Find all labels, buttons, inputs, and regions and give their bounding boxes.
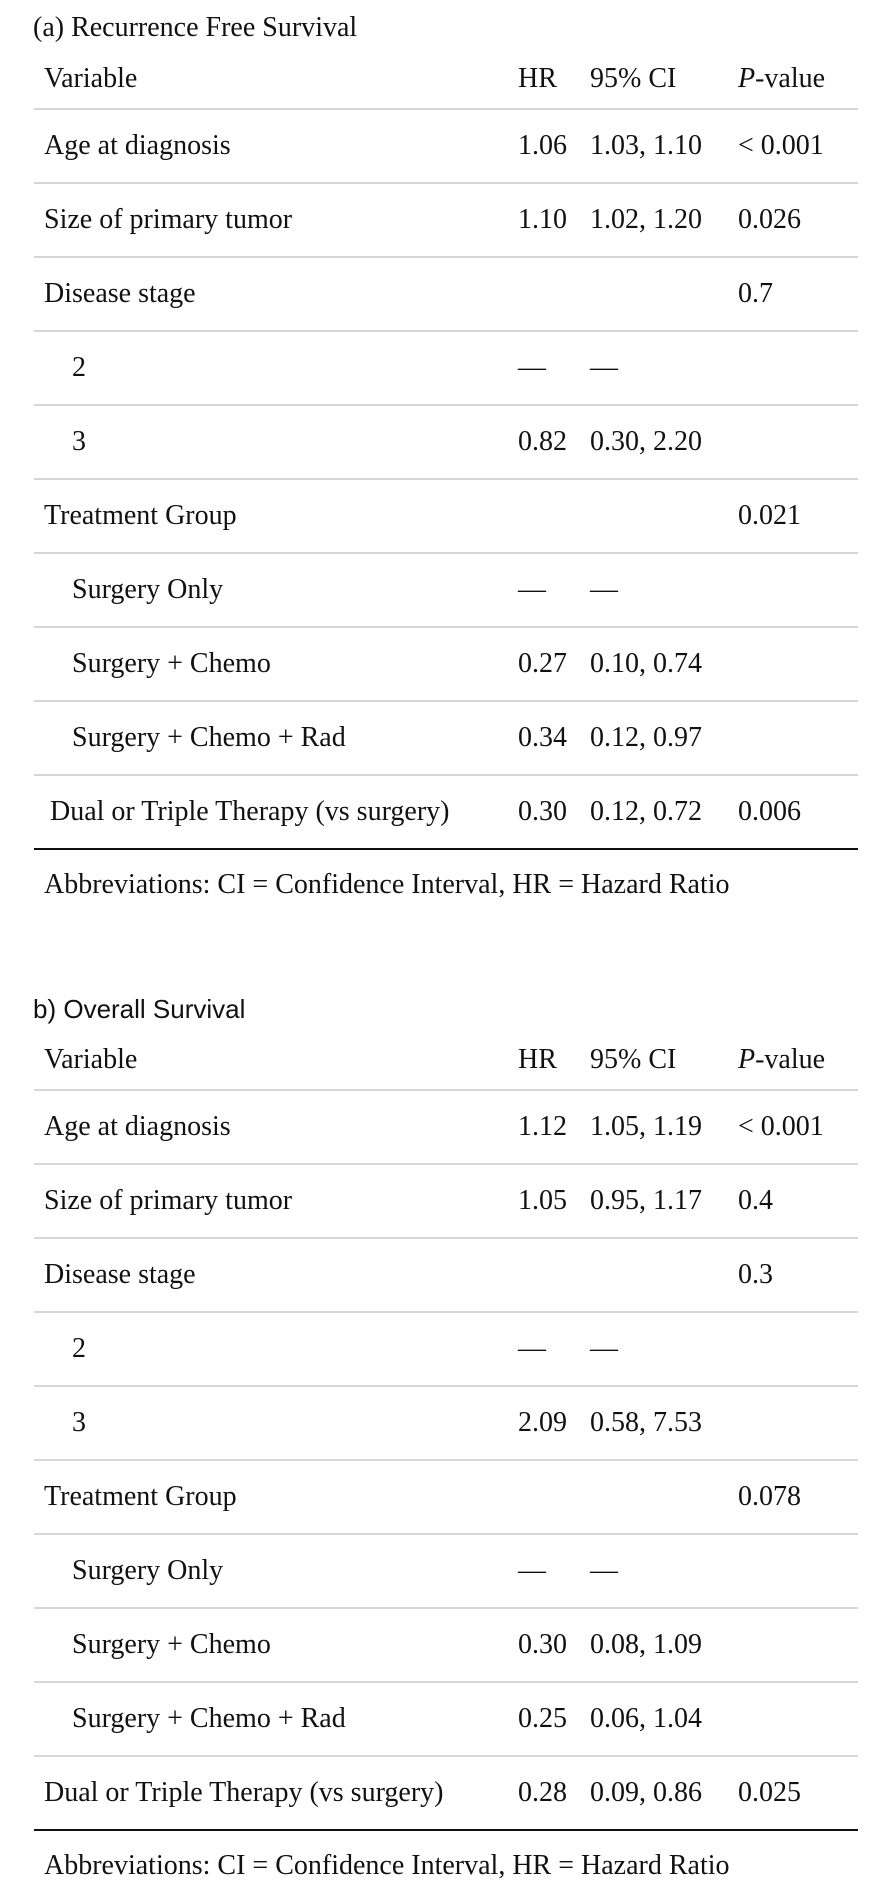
row-ci: —: [582, 553, 730, 627]
table-row: [34, 1460, 858, 1534]
row-label: Surgery Only: [34, 553, 510, 627]
header-row: [34, 50, 858, 109]
row-p-value: [730, 701, 858, 775]
row-p-value: 0.3: [730, 1238, 858, 1312]
row-ci: —: [582, 1312, 730, 1386]
row-hr: 1.10: [510, 183, 582, 257]
row-ci: 0.10, 0.74: [582, 627, 730, 701]
row-ci: 0.95, 1.17: [582, 1164, 730, 1238]
row-p-value: < 0.001: [730, 109, 858, 183]
row-p-value: [730, 405, 858, 479]
table-row: [34, 109, 858, 183]
row-hr: 1.05: [510, 1164, 582, 1238]
row-label: Dual or Triple Therapy (vs surgery): [34, 1756, 510, 1830]
row-hr: 0.25: [510, 1682, 582, 1756]
row-hr: [510, 257, 582, 331]
table-row: [34, 257, 858, 331]
row-p-value: 0.025: [730, 1756, 858, 1830]
row-p-value: [730, 553, 858, 627]
row-hr: 0.28: [510, 1756, 582, 1830]
row-hr: 0.27: [510, 627, 582, 701]
header-row: [34, 1031, 858, 1090]
row-p-value: < 0.001: [730, 1090, 858, 1164]
table-row: [34, 1756, 858, 1830]
row-ci: 0.30, 2.20: [582, 405, 730, 479]
table-row: [34, 1238, 858, 1312]
footnote-row: [34, 849, 858, 916]
row-p-value: 0.078: [730, 1460, 858, 1534]
row-label: Disease stage: [34, 257, 510, 331]
table-caption: b) Overall Survival: [33, 994, 246, 1024]
header-ci: 95% CI: [582, 1031, 730, 1090]
row-ci: [582, 1460, 730, 1534]
header-hr: HR: [510, 1031, 582, 1090]
header-p-letter: P: [738, 1044, 756, 1075]
header-ci: 95% CI: [582, 50, 730, 109]
table-row: [34, 331, 858, 405]
row-ci: 0.12, 0.97: [582, 701, 730, 775]
row-ci: 1.05, 1.19: [582, 1090, 730, 1164]
row-label: Size of primary tumor: [34, 183, 510, 257]
header-p-value: [730, 50, 858, 109]
header-hr: HR: [510, 50, 582, 109]
header-variable: Variable: [34, 50, 510, 109]
row-hr: 0.34: [510, 701, 582, 775]
row-label: Treatment Group: [34, 479, 510, 553]
row-p-value: [730, 1534, 858, 1608]
row-ci: 1.03, 1.10: [582, 109, 730, 183]
table-caption: (a) Recurrence Free Survival: [33, 12, 358, 43]
row-label: 3: [34, 1386, 510, 1460]
table-row: [34, 183, 858, 257]
row-p-value: [730, 331, 858, 405]
row-label: Surgery + Chemo + Rad: [34, 701, 510, 775]
row-label: Treatment Group: [34, 1460, 510, 1534]
row-ci: 0.58, 7.53: [582, 1386, 730, 1460]
table-row: [34, 1312, 858, 1386]
row-p-value: [730, 1312, 858, 1386]
row-p-value: [730, 1682, 858, 1756]
row-ci: —: [582, 1534, 730, 1608]
row-label: 2: [34, 331, 510, 405]
row-label: Disease stage: [34, 1238, 510, 1312]
row-hr: 1.06: [510, 109, 582, 183]
row-p-value: 0.026: [730, 183, 858, 257]
row-ci: [582, 479, 730, 553]
table-row: [34, 1682, 858, 1756]
row-hr: —: [510, 1534, 582, 1608]
row-label: Surgery Only: [34, 1534, 510, 1608]
row-ci: [582, 257, 730, 331]
row-p-value: 0.006: [730, 775, 858, 849]
table-row: [34, 1386, 858, 1460]
table-row: [34, 1608, 858, 1682]
row-p-value: [730, 1608, 858, 1682]
header-p-letter: P: [738, 63, 756, 94]
row-hr: [510, 479, 582, 553]
row-hr: [510, 1460, 582, 1534]
row-hr: —: [510, 553, 582, 627]
header-p-value: [730, 1031, 858, 1090]
table-row: [34, 775, 858, 849]
header-p-suffix: -value: [755, 63, 826, 94]
table-row: [34, 405, 858, 479]
table-footnote: Abbreviations: CI = Confidence Interval, HR = Hazard Ratio: [44, 1850, 730, 1881]
row-p-value: [730, 1386, 858, 1460]
row-hr: 0.30: [510, 775, 582, 849]
row-ci: 0.08, 1.09: [582, 1608, 730, 1682]
row-hr: 0.82: [510, 405, 582, 479]
row-p-value: 0.021: [730, 479, 858, 553]
row-ci: —: [582, 331, 730, 405]
row-label: Age at diagnosis: [34, 1090, 510, 1164]
table-row: [34, 1534, 858, 1608]
table-row: [34, 1164, 858, 1238]
row-label: 2: [34, 1312, 510, 1386]
row-hr: 0.30: [510, 1608, 582, 1682]
table-row: [34, 1090, 858, 1164]
table-row: [34, 479, 858, 553]
row-label: Surgery + Chemo: [34, 627, 510, 701]
results-table: [34, 50, 858, 916]
row-label: Age at diagnosis: [34, 109, 510, 183]
table-row: [34, 553, 858, 627]
row-label: Surgery + Chemo + Rad: [34, 1682, 510, 1756]
header-variable: Variable: [34, 1031, 510, 1090]
row-label: Size of primary tumor: [34, 1164, 510, 1238]
row-ci: 1.02, 1.20: [582, 183, 730, 257]
row-ci: 0.09, 0.86: [582, 1756, 730, 1830]
row-label: Surgery + Chemo: [34, 1608, 510, 1682]
row-hr: —: [510, 331, 582, 405]
results-table: [34, 1031, 858, 1897]
table-row: [34, 627, 858, 701]
row-p-value: 0.4: [730, 1164, 858, 1238]
table-row: [34, 701, 858, 775]
row-ci: 0.12, 0.72: [582, 775, 730, 849]
table-footnote: Abbreviations: CI = Confidence Interval, HR = Hazard Ratio: [44, 869, 730, 900]
row-ci: [582, 1238, 730, 1312]
row-p-value: [730, 627, 858, 701]
row-hr: 2.09: [510, 1386, 582, 1460]
row-ci: 0.06, 1.04: [582, 1682, 730, 1756]
row-label: Dual or Triple Therapy (vs surgery): [34, 775, 510, 849]
row-hr: 1.12: [510, 1090, 582, 1164]
footnote-row: [34, 1830, 858, 1897]
header-p-suffix: -value: [755, 1044, 826, 1075]
row-label: 3: [34, 405, 510, 479]
row-hr: —: [510, 1312, 582, 1386]
row-hr: [510, 1238, 582, 1312]
row-p-value: 0.7: [730, 257, 858, 331]
